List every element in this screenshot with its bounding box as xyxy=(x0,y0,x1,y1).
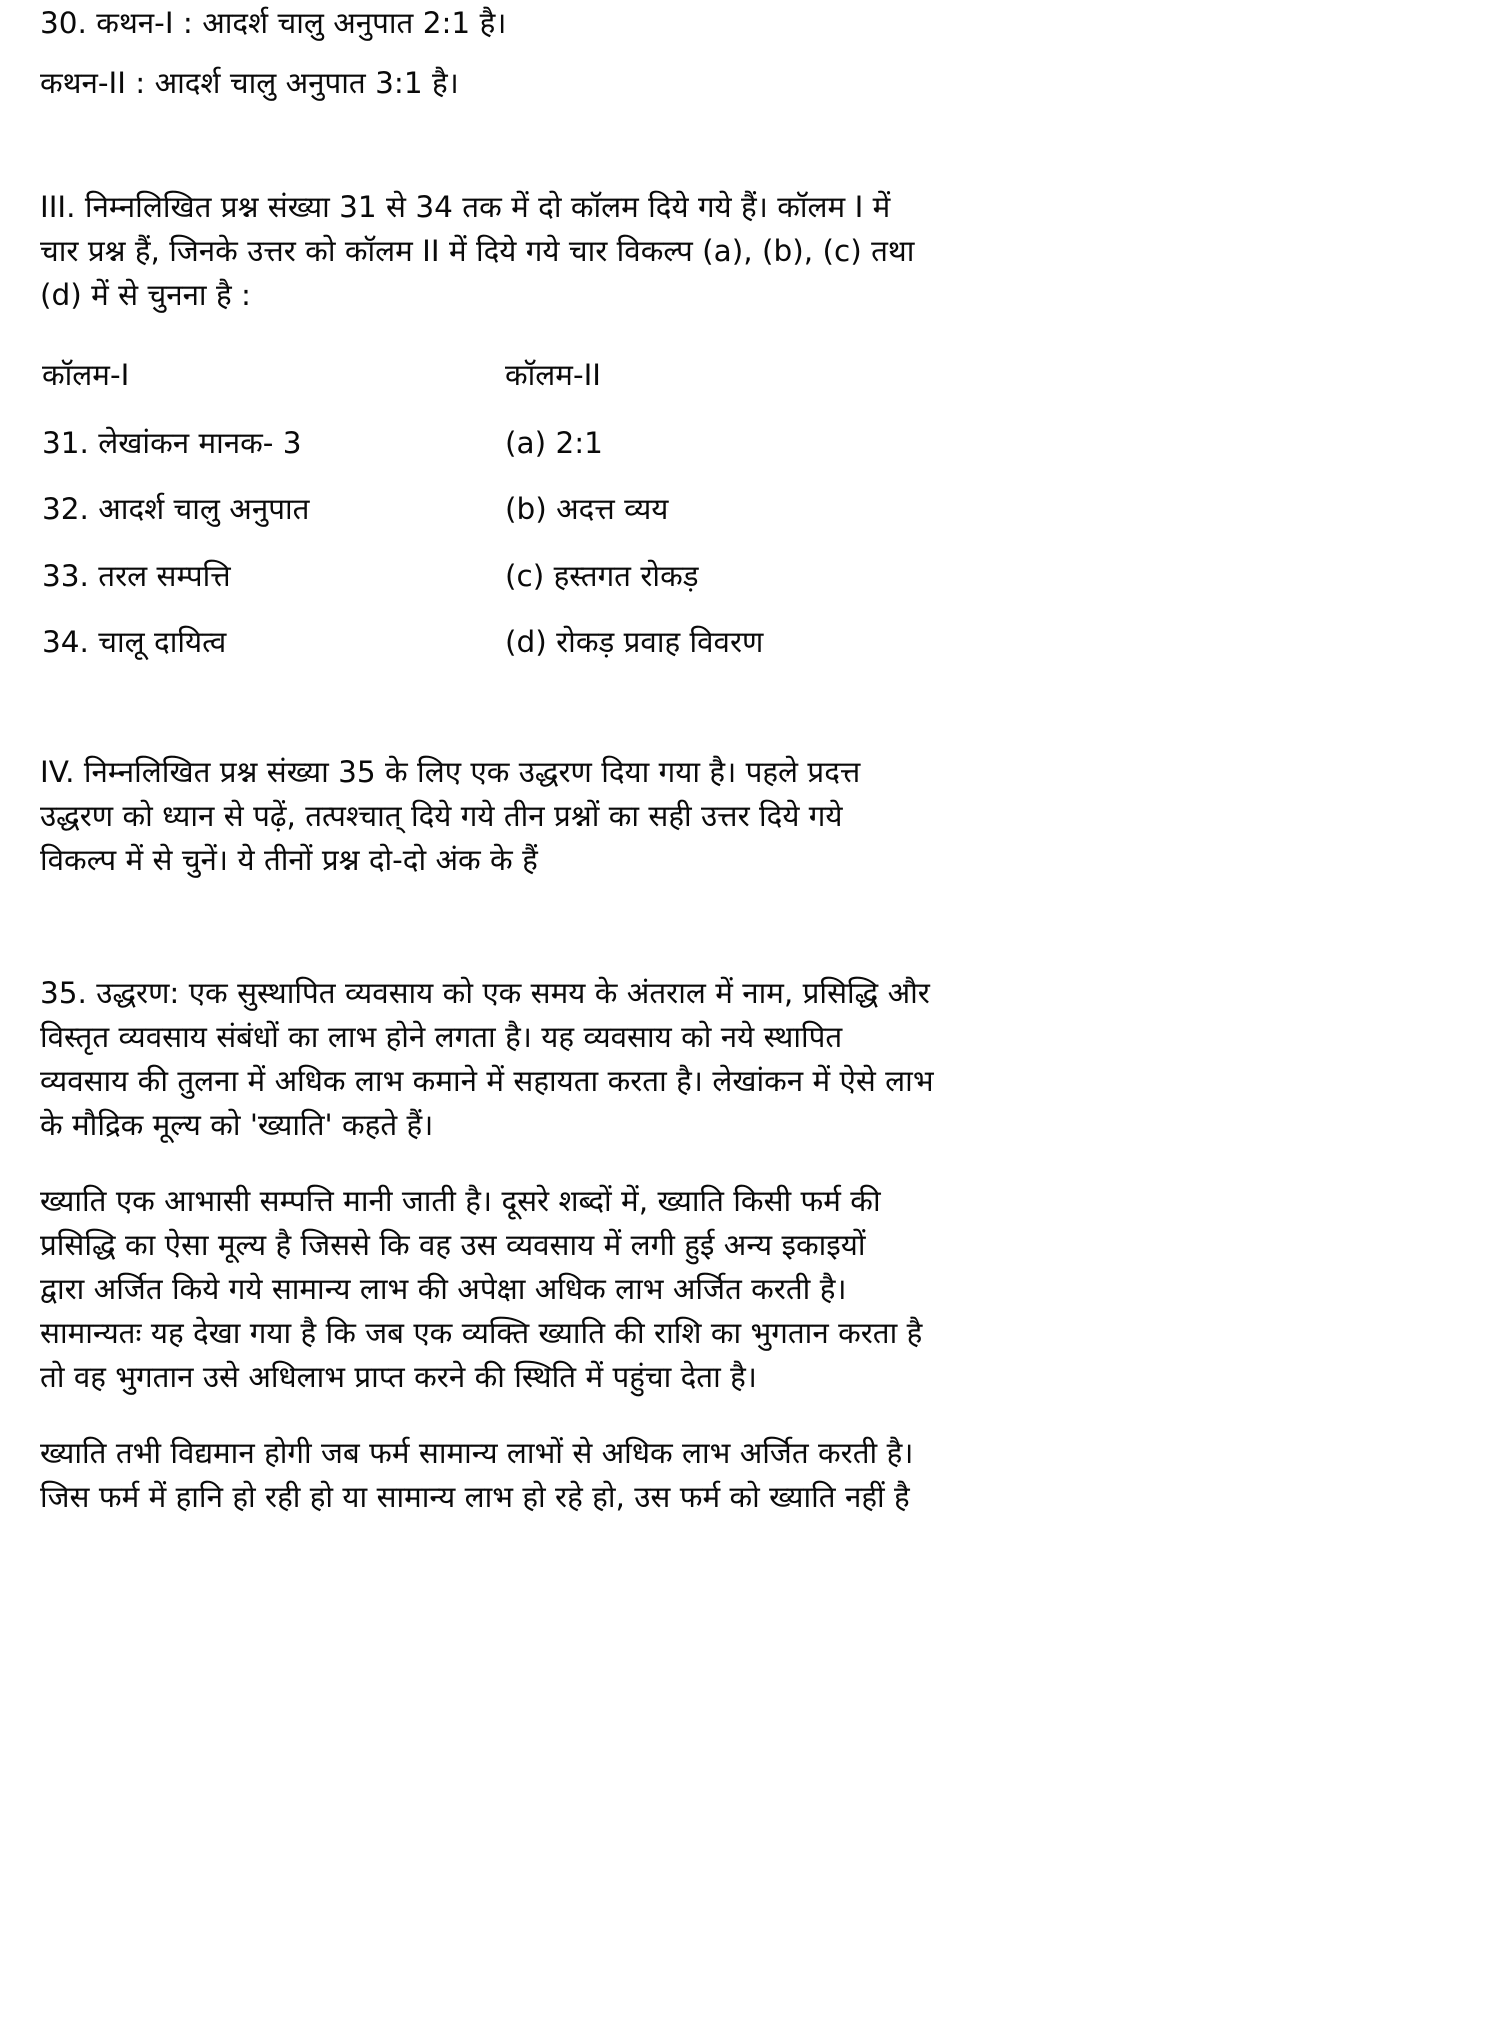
match-row-33-right: (c) हस्तगत रोकड़ xyxy=(505,559,699,593)
section-4-instruction-line-3: विकल्प में से चुनें। ये तीनों प्रश्न दो-दो अंक के हैं xyxy=(40,843,538,877)
question-30-statement-1: 30. कथन-I : आदर्श चालु अनुपात 2:1 है। xyxy=(40,6,507,40)
section-3-instruction-line-3: (d) में से चुनना है : xyxy=(40,278,251,312)
question-35-passage-3-line-1: ख्याति तभी विद्यमान होगी जब फर्म सामान्य लाभों से अधिक लाभ अर्जित करती है। xyxy=(40,1436,914,1470)
section-4-instruction-line-2: उद्धरण को ध्यान से पढ़ें, तत्पश्चात् दिये गये तीन प्रश्नों का सही उत्तर दिये गये xyxy=(40,799,843,833)
question-35-passage-2-line-5: तो वह भुगतान उसे अधिलाभ प्राप्त करने की स्थिति में पहुंचा देता है। xyxy=(40,1360,757,1394)
match-row-31-left: 31. लेखांकन मानक- 3 xyxy=(42,426,302,460)
section-3-instruction-line-1: III. निम्नलिखित प्रश्न संख्या 31 से 34 तक में दो कॉलम दिये गये हैं। कॉलम I में xyxy=(40,190,891,224)
section-4-instruction-line-1: IV. निम्नलिखित प्रश्न संख्या 35 के लिए एक उद्धरण दिया गया है। पहले प्रदत्त xyxy=(40,755,861,789)
section-3-instruction-line-2: चार प्रश्न हैं, जिनके उत्तर को कॉलम II में दिये गये चार विकल्प (a), (b), (c) तथा xyxy=(40,234,915,268)
question-30-statement-2: कथन-II : आदर्श चालु अनुपात 3:1 है। xyxy=(40,66,459,100)
column-1-header: कॉलम-I xyxy=(42,358,130,392)
match-row-31-right: (a) 2:1 xyxy=(505,426,603,460)
match-row-32-left: 32. आदर्श चालु अनुपात xyxy=(42,492,310,526)
match-row-32-right: (b) अदत्त व्यय xyxy=(505,492,669,526)
question-35-passage-3-line-2: जिस फर्म में हानि हो रही हो या सामान्य लाभ हो रहे हो, उस फर्म को ख्याति नहीं है xyxy=(40,1480,910,1514)
question-35-passage-1-line-1: 35. उद्धरण: एक सुस्थापित व्यवसाय को एक समय के अंतराल में नाम, प्रसिद्धि और xyxy=(40,976,930,1010)
match-row-34-right: (d) रोकड़ प्रवाह विवरण xyxy=(505,625,764,659)
question-35-passage-2-line-1: ख्याति एक आभासी सम्पत्ति मानी जाती है। दूसरे शब्दों में, ख्याति किसी फर्म की xyxy=(40,1184,881,1218)
question-35-passage-1-line-3: व्यवसाय की तुलना में अधिक लाभ कमाने में सहायता करता है। लेखांकन में ऐसे लाभ xyxy=(40,1064,934,1098)
question-35-passage-1-line-2: विस्तृत व्यवसाय संबंधों का लाभ होने लगता है। यह व्यवसाय को नये स्थापित xyxy=(40,1020,843,1054)
match-row-34-left: 34. चालू दायित्व xyxy=(42,625,227,659)
question-35-passage-2-line-4: सामान्यतः यह देखा गया है कि जब एक व्यक्ति ख्याति की राशि का भुगतान करता है xyxy=(40,1316,923,1350)
column-2-header: कॉलम-II xyxy=(505,358,601,392)
question-35-passage-1-line-4: के मौद्रिक मूल्य को 'ख्याति' कहते हैं। xyxy=(40,1108,434,1142)
question-35-passage-2-line-3: द्वारा अर्जित किये गये सामान्य लाभ की अपेक्षा अधिक लाभ अर्जित करती है। xyxy=(40,1272,847,1306)
question-35-passage-2-line-2: प्रसिद्धि का ऐसा मूल्य है जिससे कि वह उस व्यवसाय में लगी हुई अन्य इकाइयों xyxy=(40,1228,866,1262)
match-row-33-left: 33. तरल सम्पत्ति xyxy=(42,559,231,593)
